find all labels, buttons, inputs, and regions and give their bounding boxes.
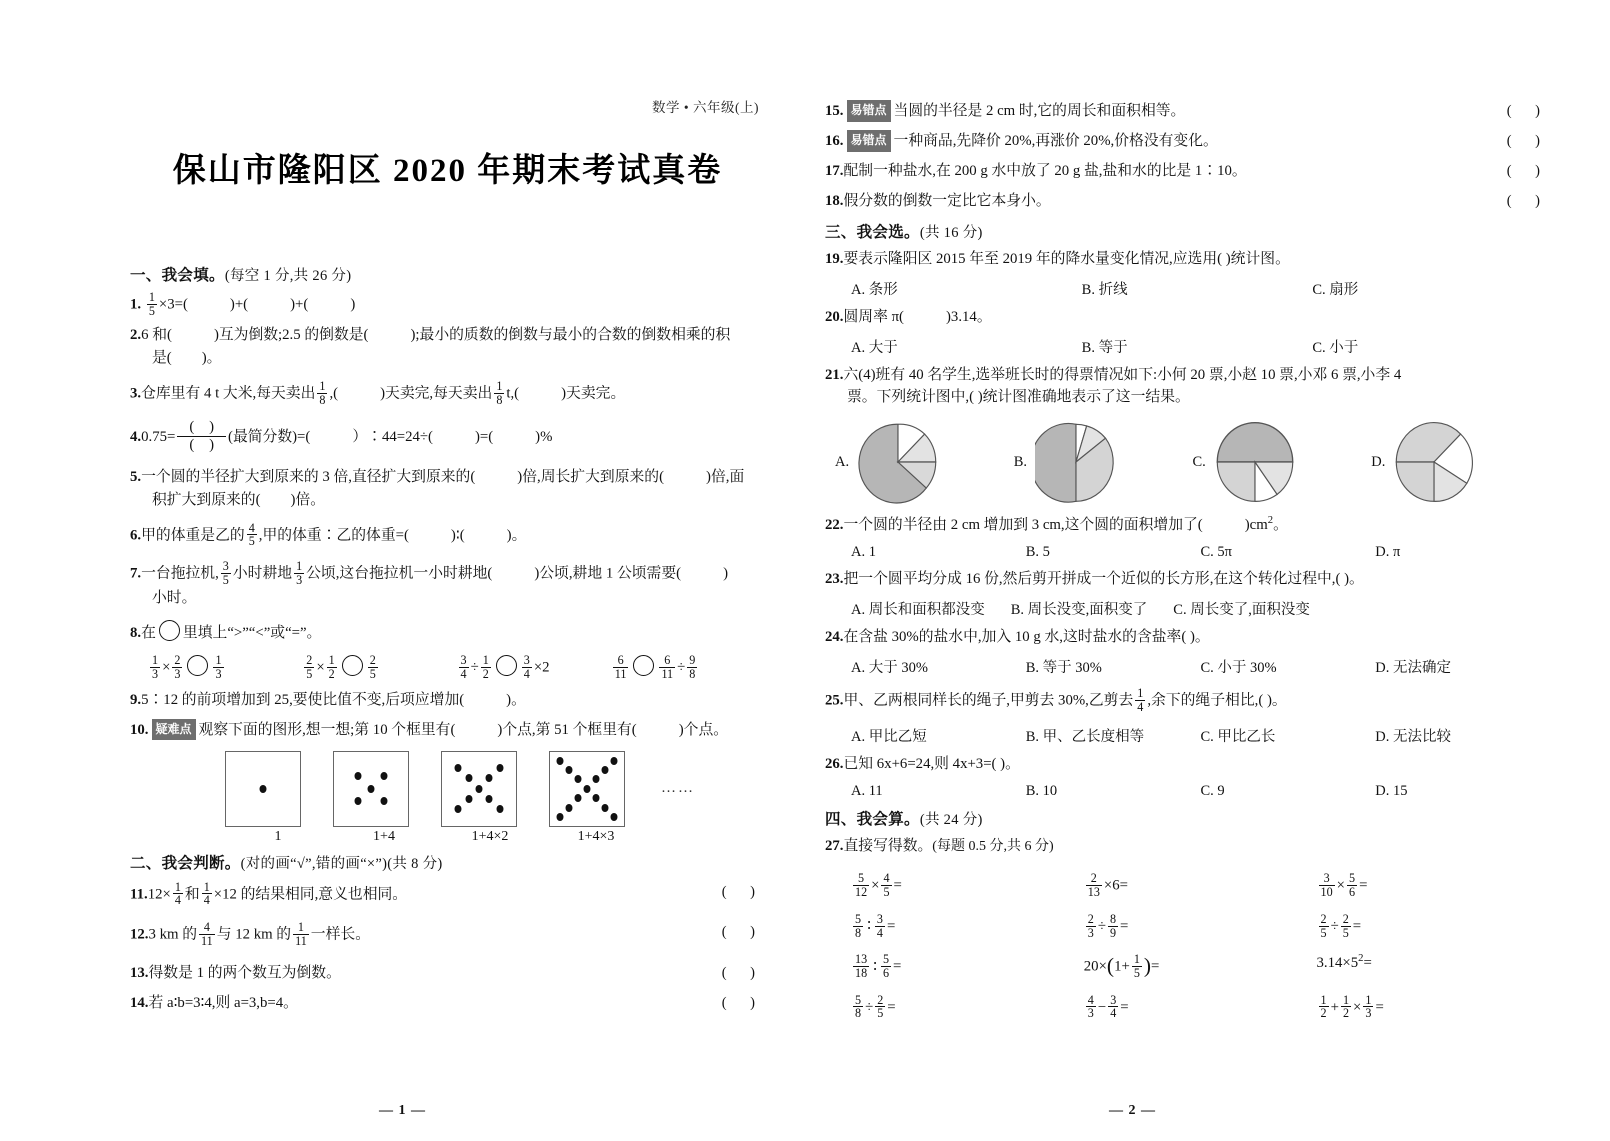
question-12-text-c: 一样长。	[310, 926, 370, 943]
question-2-text-c: );最小的质数的倒数与最小的合数的倒数相乘的积	[410, 327, 731, 344]
question-18-number: 18.	[825, 192, 844, 209]
question-1-mid1: )+(	[229, 296, 249, 313]
question-3	[130, 380, 765, 406]
question-20-options	[825, 336, 1550, 357]
section-calc-label: 四、我会算。	[825, 811, 920, 829]
question-2	[130, 324, 765, 370]
question-2-line2-b: )。	[201, 350, 222, 367]
dot-label-2: 1+4	[373, 828, 395, 844]
question-7-text-b: 小时耕地	[232, 565, 293, 582]
question-21-pie-options	[825, 419, 1550, 505]
question-12-text-b: 与 12 km 的	[216, 926, 292, 943]
calc-item[interactable]: $\frac{1}{2}$ + $\frac{1}{2}$ × $\frac{1}{3}$ =	[1320, 992, 1384, 1021]
question-27-score: (每题 0.5 分,共 6 分)	[932, 839, 1054, 855]
question-21-number: 21.	[825, 366, 844, 383]
option-a[interactable]: A. 甲比乙短	[851, 729, 927, 746]
calc-item[interactable]: $\frac{5}{8}$ ∶ $\frac{3}{4}$ =	[855, 911, 896, 940]
question-26	[825, 753, 1550, 776]
question-15-number: 15.	[825, 103, 844, 119]
comparison-circle-icon[interactable]	[187, 655, 208, 676]
option-b[interactable]: B. 甲、乙长度相等	[1025, 729, 1145, 746]
question-5-text-b: )倍,周长扩大到原来的(	[517, 468, 665, 485]
question-24	[825, 626, 1550, 649]
question-11-text-a: 12×	[147, 886, 171, 903]
question-22-stem-c: 。	[1273, 517, 1288, 534]
question-24-stem: 在含盐 30%的盐水中,加入 10 g 水,这时盐水的含盐率( )。	[843, 629, 1210, 646]
section-calc-score: (共 24 分)	[919, 812, 983, 829]
fraction-1-3: $\frac{1}{3}$	[296, 559, 303, 587]
option-a[interactable]: A. 条形	[851, 281, 898, 298]
section-heading-fill	[130, 263, 765, 285]
option-b[interactable]: B. 折线	[1081, 281, 1128, 298]
question-8-text-a: 在	[141, 624, 156, 641]
question-25: 25.甲、乙两根同样长的绳子,甲剪去 30%,乙剪去 $\frac{1}{4}$ ,余下的绳子相比,( )。	[825, 686, 1287, 714]
option-c[interactable]: C. 甲比乙长	[1200, 729, 1276, 746]
option-d[interactable]: D. π	[1375, 544, 1401, 561]
true-false-answer-slot[interactable]: ( )	[1506, 132, 1550, 149]
hard-point-badge: 疑难点	[152, 719, 196, 741]
option-a[interactable]: A. 周长和面积都没变	[851, 602, 985, 619]
option-d[interactable]: D. 无法确定	[1375, 660, 1451, 676]
question-27-stem: 直接写得数。	[843, 838, 933, 855]
question-7	[130, 560, 765, 609]
option-a[interactable]: A. 大于 30%	[851, 660, 928, 676]
question-5-text-c: )倍,面	[706, 468, 745, 485]
error-prone-badge: 易错点	[847, 100, 891, 122]
question-5-text-a: 一个圆的半径扩大到原来的 3 倍,直径扩大到原来的(	[141, 468, 476, 485]
question-7-line2: 小时。	[152, 589, 197, 606]
section-fill-score: (每空 1 分,共 26 分)	[224, 268, 352, 284]
question-3-text-b: ,(	[329, 385, 339, 402]
question-20-stem-a: 圆周率 π(	[843, 308, 904, 325]
question-25-options	[825, 725, 1550, 746]
question-19-number: 19.	[825, 250, 844, 267]
fraction-3-5: $\frac{3}{5}$	[222, 559, 229, 587]
calc-item[interactable]: $\frac{4}{3}$ − $\frac{3}{4}$ =	[1087, 992, 1129, 1021]
question-12: 12.3 km 的 $\frac{4}{11}$ 与 12 km 的 $\frac{1}{11}$ 一样长。 ( )	[130, 920, 765, 948]
calc-item[interactable]: $\frac{5}{8}$ ÷ $\frac{2}{5}$ =	[855, 992, 896, 1021]
question-3-number: 3.	[130, 385, 142, 402]
pie-option-c[interactable]	[1193, 419, 1372, 505]
dot-pattern-box-4	[549, 751, 625, 827]
section-heading-calc	[825, 807, 1550, 829]
question-14	[130, 992, 765, 1015]
option-b[interactable]: B. 周长没变,面积变了	[1010, 602, 1148, 619]
question-17-text: 配制一种盐水,在 200 g 水中放了 20 g 盐,盐和水的比是 1∶10。	[843, 162, 1247, 179]
question-22-options	[825, 544, 1550, 561]
calc-item[interactable]: 20×(1+ $\frac{1}{5}$ )=	[1083, 952, 1160, 980]
question-10-number: 10.	[130, 721, 149, 738]
question-10-text-c: )个点。	[678, 721, 729, 738]
pie-option-b[interactable]	[1014, 419, 1193, 505]
question-20	[825, 306, 1550, 329]
question-7-text-e: )	[723, 565, 728, 582]
question-9	[130, 689, 765, 712]
question-27	[825, 835, 1550, 858]
question-21-stem-line1: 六(4)班有 40 名学生,选举班长时的得票情况如下:小何 20 票,小赵 10 票,小邓 6 票,小李 4	[843, 366, 1402, 383]
comparison-circle-icon[interactable]	[159, 620, 180, 641]
pie-option-c-label: C.	[1192, 453, 1206, 470]
question-6-number: 6.	[130, 527, 142, 544]
question-16	[825, 130, 1550, 153]
question-2-text-b: )互为倒数;2.5 的倒数是(	[213, 327, 369, 344]
question-25-stem-a: 甲、乙两根同样长的绳子,甲剪去 30%,乙剪去	[843, 692, 1134, 709]
question-11: 11.12× $\frac{1}{4}$ 和 $\frac{1}{4}$ ×12 的结果相同,意义也相同。 ( )	[130, 879, 765, 908]
section-heading-choice	[825, 220, 1550, 242]
question-16-number: 16.	[825, 132, 844, 149]
question-6-text-a: 甲的体重是乙的	[141, 527, 245, 544]
dot-label-3: 1+4×2	[471, 828, 509, 844]
question-7-text-d: )公顷,耕地 1 公顷需要(	[534, 565, 682, 582]
question-8	[130, 620, 765, 645]
question-6	[130, 522, 765, 548]
comparison-item-4: $\frac{6}{11}$ $\frac{6}{11}$ ÷ $\frac{9}{8}$	[614, 653, 696, 682]
true-false-answer-slot[interactable]: ( )	[721, 994, 765, 1011]
question-13	[130, 962, 765, 985]
question-14-number: 14.	[130, 994, 149, 1011]
page-number-right: — 2 —	[1109, 1103, 1156, 1118]
calc-row-4	[851, 994, 1550, 1020]
pie-option-d[interactable]	[1371, 419, 1550, 505]
question-15-text: 当圆的半径是 2 cm 时,它的周长和面积相等。	[893, 103, 1186, 119]
question-2-line2	[130, 347, 765, 370]
question-24-number: 24.	[825, 629, 844, 646]
question-23	[825, 568, 1550, 591]
question-3-text-c: )天卖完,每天卖出	[380, 385, 493, 402]
question-2-number: 2.	[130, 327, 142, 344]
dot-pattern-box-2	[333, 751, 409, 827]
question-1-end: )	[350, 296, 356, 313]
question-26-number: 26.	[825, 756, 844, 773]
fraction-1-8-a: $\frac{1}{8}$	[319, 379, 326, 408]
option-c[interactable]: C. 扇形	[1312, 281, 1359, 298]
question-8-comparison-row	[130, 654, 765, 680]
section-heading-judge	[130, 851, 765, 873]
option-c[interactable]: C. 9	[1200, 783, 1225, 800]
question-1-pre: ×3=(	[158, 296, 188, 313]
calc-item[interactable]: $\frac{2}{5}$ ÷ $\frac{2}{5}$ =	[1320, 911, 1362, 940]
option-a[interactable]: A. 11	[851, 783, 883, 800]
question-20-stem-b: )3.14。	[946, 308, 992, 325]
section-choice-label: 三、我会选。	[825, 223, 920, 241]
calc-item[interactable]: $\frac{3}{10}$ × $\frac{5}{6}$ =	[1320, 871, 1368, 900]
section-choice-score: (共 16 分)	[919, 224, 983, 241]
true-false-answer-slot[interactable]: ( )	[721, 883, 765, 900]
question-13-text: 得数是 1 的两个数互为倒数。	[148, 964, 341, 981]
question-26-options	[825, 783, 1550, 800]
question-1-mid2: )+(	[290, 296, 309, 313]
question-4-text-c: ）∶44=24÷(	[352, 428, 433, 445]
question-22	[825, 513, 1550, 537]
question-11-text-c: ×12 的结果相同,意义也相同。	[213, 886, 408, 903]
calc-row-2	[851, 913, 1550, 939]
question-5	[130, 466, 765, 512]
question-10-text-a: 观察下面的图形,想一想;第 10 个框里有(	[198, 721, 456, 738]
section-judge-label: 二、我会判断。	[130, 854, 241, 872]
option-a[interactable]: A. 大于	[851, 339, 898, 356]
question-11-text-b: 和	[184, 886, 200, 903]
dot-label-4: 1+4×3	[577, 828, 615, 844]
calc-row-3	[851, 953, 1550, 979]
question-7-text-c: 公顷,这台拖拉机一小时耕地(	[306, 565, 493, 582]
dot-label-1: 1	[274, 828, 282, 844]
comparison-circle-icon[interactable]	[342, 655, 363, 676]
pie-chart-a-icon	[857, 419, 939, 505]
question-4-text-a: 0.75=	[141, 428, 176, 445]
question-3-text-a: 仓库里有 4 t 大米,每天卖出	[141, 385, 316, 402]
page-title: 保山市隆阳区 2020 年期末考试真卷	[172, 153, 723, 189]
calculation-grid	[825, 872, 1550, 1020]
question-25-stem-b: ,余下的绳子相比,( )。	[1147, 692, 1287, 709]
pie-chart-c-icon	[1214, 419, 1296, 505]
option-b[interactable]: B. 等于	[1081, 339, 1128, 356]
question-8-text-b: 里填上“>”“<”或“=”。	[182, 624, 322, 641]
dot-pattern-box-1	[225, 751, 301, 827]
pie-option-d-label: D.	[1371, 453, 1386, 470]
option-b[interactable]: B. 10	[1025, 783, 1058, 800]
question-17	[825, 160, 1550, 183]
question-24-options	[825, 656, 1550, 677]
question-5-line2-a: 积扩大到原来的(	[152, 491, 261, 508]
question-18	[825, 190, 1550, 213]
question-6-text-c: )∶(	[450, 527, 465, 544]
question-14-text: 若 a∶b=3∶4,则 a=3,b=4。	[148, 994, 298, 1011]
calc-row-1	[851, 872, 1550, 898]
option-c[interactable]: C. 周长变了,面积没变	[1173, 602, 1310, 619]
pie-option-a[interactable]	[835, 419, 1014, 505]
question-19-options	[825, 278, 1550, 299]
question-21	[825, 364, 1550, 410]
question-6-text-d: )。	[506, 527, 527, 544]
question-4-number: 4.	[130, 428, 142, 445]
question-23-number: 23.	[825, 571, 844, 588]
page-column-right	[805, 0, 1610, 1141]
question-9-number: 9.	[130, 691, 142, 708]
calc-item[interactable]: $\frac{2}{13}$ ×6=	[1087, 871, 1129, 900]
question-21-stem-line2: 票。下列统计图中,( )统计图准确地表示了这一结果。	[847, 389, 1190, 406]
calc-item[interactable]: $\frac{5}{12}$ × $\frac{4}{5}$ =	[855, 871, 902, 900]
page-number-left: — 1 —	[379, 1103, 426, 1118]
question-3-text-d: t,(	[506, 385, 520, 402]
pattern-ellipsis: ……	[661, 780, 695, 797]
option-b[interactable]: B. 5	[1025, 544, 1050, 561]
comparison-item-1: $\frac{1}{3}$ × $\frac{2}{3}$ $\frac{1}{3}$	[152, 653, 222, 682]
question-5-line2	[130, 489, 765, 512]
true-false-answer-slot[interactable]: ( )	[1506, 162, 1550, 179]
comparison-circle-icon[interactable]	[496, 655, 517, 676]
calc-item[interactable]: $\frac{2}{3}$ ÷ $\frac{8}{9}$ =	[1087, 911, 1129, 940]
question-7-text-a: 一台拖拉机,	[141, 565, 219, 582]
calc-item[interactable]: $\frac{13}{18}$ ∶ $\frac{5}{6}$ =	[855, 952, 902, 980]
true-false-answer-slot[interactable]: ( )	[1506, 103, 1550, 119]
pie-chart-b-icon	[1035, 419, 1117, 505]
question-4-text-b: (最简分数)=(	[228, 428, 311, 445]
question-22-number: 22.	[825, 517, 844, 534]
dot-pattern-box-3	[441, 751, 517, 827]
question-5-line2-b: )倍。	[290, 491, 326, 508]
question-11-number: 11.	[130, 886, 148, 903]
question-19	[825, 248, 1550, 271]
option-d[interactable]: D. 15	[1375, 783, 1408, 800]
question-10-text-b: )个点,第 51 个框里有(	[497, 721, 637, 738]
question-5-number: 5.	[130, 468, 142, 485]
question-25-number: 25.	[825, 692, 844, 709]
fraction-1-8-b: $\frac{1}{8}$	[496, 379, 503, 408]
pie-option-b-label: B.	[1013, 453, 1028, 470]
question-9-text-b: )。	[506, 691, 526, 708]
comparison-item-2: $\frac{2}{5}$ × $\frac{1}{2}$ $\frac{2}{5}$	[306, 653, 376, 682]
fraction-1-5: $\frac{1}{5}$	[148, 290, 155, 318]
dot-pattern-labels	[130, 829, 765, 845]
question-18-text: 假分数的倒数一定比它本身小。	[843, 192, 1051, 209]
comparison-circle-icon[interactable]	[633, 655, 654, 676]
question-26-stem: 已知 6x+6=24,则 4x+3=( )。	[843, 756, 1020, 773]
pie-chart-d-icon	[1393, 419, 1475, 505]
question-9-text-a: 5∶12 的前项增加到 25,要使比值不变,后项应增加(	[141, 691, 465, 708]
question-22-stem-a: 一个圆的半径由 2 cm 增加到 3 cm,这个圆的面积增加了(	[843, 517, 1203, 534]
question-22-superscript: 2	[1267, 515, 1274, 527]
question-6-text-b: ,甲的体重∶乙的体重=(	[258, 527, 409, 544]
question-4	[130, 419, 765, 454]
option-a[interactable]: A. 1	[851, 544, 876, 561]
dot-pattern-figure	[130, 751, 765, 827]
question-12-text-a: 3 km 的	[148, 926, 198, 943]
true-false-answer-slot[interactable]: ( )	[721, 924, 765, 941]
question-19-stem: 要表示隆阳区 2015 年至 2019 年的降水量变化情况,应选用( )统计图。	[843, 250, 1290, 267]
pie-option-a-label: A.	[835, 453, 850, 470]
true-false-answer-slot[interactable]: ( )	[1506, 192, 1550, 209]
error-prone-badge: 易错点	[847, 130, 891, 152]
question-7-number: 7.	[130, 565, 142, 582]
section-judge-score: (对的画“√”,错的画“×”)(共 8 分)	[240, 855, 443, 872]
fraction-4-5: $\frac{4}{5}$	[248, 520, 255, 549]
question-1	[130, 291, 765, 317]
question-12-number: 12.	[130, 926, 149, 943]
question-20-number: 20.	[825, 308, 844, 325]
question-2-text-a: 6 和(	[141, 327, 172, 344]
question-15	[825, 100, 1550, 123]
option-c[interactable]: C. 小于	[1312, 339, 1359, 356]
question-23-stem: 把一个圆平均分成 16 份,然后剪开拼成一个近似的长方形,在这个转化过程中,( )。	[843, 571, 1364, 588]
section-fill-label: 一、我会填。	[130, 267, 225, 284]
question-1-number: 1.	[130, 296, 142, 313]
question-27-number: 27.	[825, 838, 844, 855]
answer-fraction-blank[interactable]: $\frac{( )}{( )}$	[177, 419, 226, 454]
option-d[interactable]: D. 无法比较	[1375, 729, 1451, 746]
option-c[interactable]: C. 小于 30%	[1200, 660, 1277, 676]
question-17-number: 17.	[825, 162, 844, 179]
true-false-answer-slot[interactable]: ( )	[721, 964, 765, 981]
question-3-text-e: )天卖完。	[561, 385, 626, 402]
question-4-text-d: )=(	[474, 428, 494, 445]
option-c[interactable]: C. 5π	[1200, 544, 1232, 561]
question-10	[130, 719, 765, 742]
question-16-text: 一种商品,先降价 20%,再涨价 20%,价格没有变化。	[893, 132, 1218, 149]
question-23-options	[825, 598, 1550, 619]
question-2-line2-a: 是(	[152, 350, 172, 367]
question-8-number: 8.	[130, 624, 142, 641]
running-header: 数学 • 六年级(上)	[652, 100, 759, 115]
question-13-number: 13.	[130, 964, 149, 981]
question-4-text-e: )%	[535, 428, 553, 445]
comparison-item-3: $\frac{3}{4}$ ÷ $\frac{1}{2}$ $\frac{3}{4}$ ×2	[460, 653, 550, 682]
question-22-stem-b: )cm	[1244, 517, 1268, 534]
calc-item[interactable]: $3.14\times 5^2=$	[1316, 953, 1372, 972]
option-b[interactable]: B. 等于 30%	[1025, 660, 1102, 676]
